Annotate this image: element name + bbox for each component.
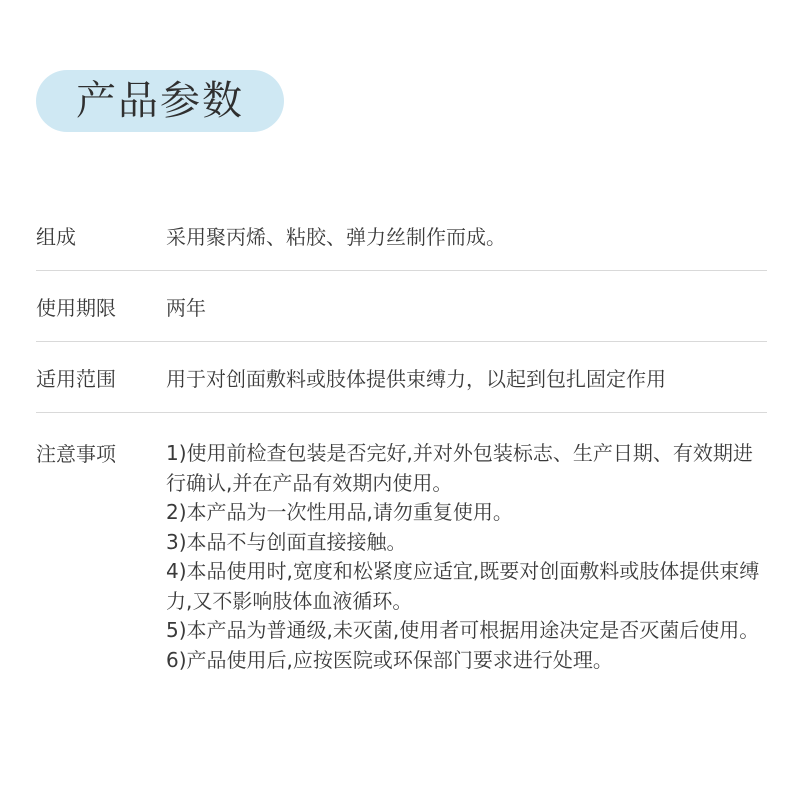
- param-label: 组成: [36, 224, 76, 249]
- note-item: 2)本产品为一次性用品,请勿重复使用。: [166, 500, 513, 524]
- note-item: 6)产品使用后,应按医院或环保部门要求进行处理。: [166, 647, 613, 672]
- param-label: 适用范围: [36, 366, 116, 391]
- param-row-scope: [36, 342, 767, 413]
- param-value: 用于对创面敷料或肢体提供束缚力，以起到包扎固定作用: [166, 366, 666, 391]
- note-item: 4)本品使用时,宽度和松紧度应适宜,既要对创面敷料或肢体提供束缚力,又不影响肢体血液循环。: [166, 559, 760, 613]
- page-title: 产品参数: [76, 78, 244, 124]
- note-item: 1)使用前检查包装是否完好,并对外包装标志、生产日期、有效期进行确认,并在产品有效期内使用。: [166, 441, 753, 495]
- param-row-notes: [36, 413, 767, 675]
- parameter-table: [36, 200, 767, 675]
- param-value: 两年: [166, 295, 206, 320]
- section-title-pill: [36, 70, 284, 132]
- note-item: 3)本品不与创面直接接触。: [166, 529, 407, 554]
- note-item: 5)本产品为普通级,未灭菌,使用者可根据用途决定是否灭菌后使用。: [166, 618, 760, 642]
- param-row-composition: [36, 200, 767, 271]
- param-label: 注意事项: [36, 442, 116, 466]
- param-label: 使用期限: [36, 295, 116, 320]
- param-value: 采用聚丙烯、粘胶、弹力丝制作而成。: [166, 224, 506, 249]
- param-row-service-life: [36, 271, 767, 342]
- notes-list: [166, 439, 767, 675]
